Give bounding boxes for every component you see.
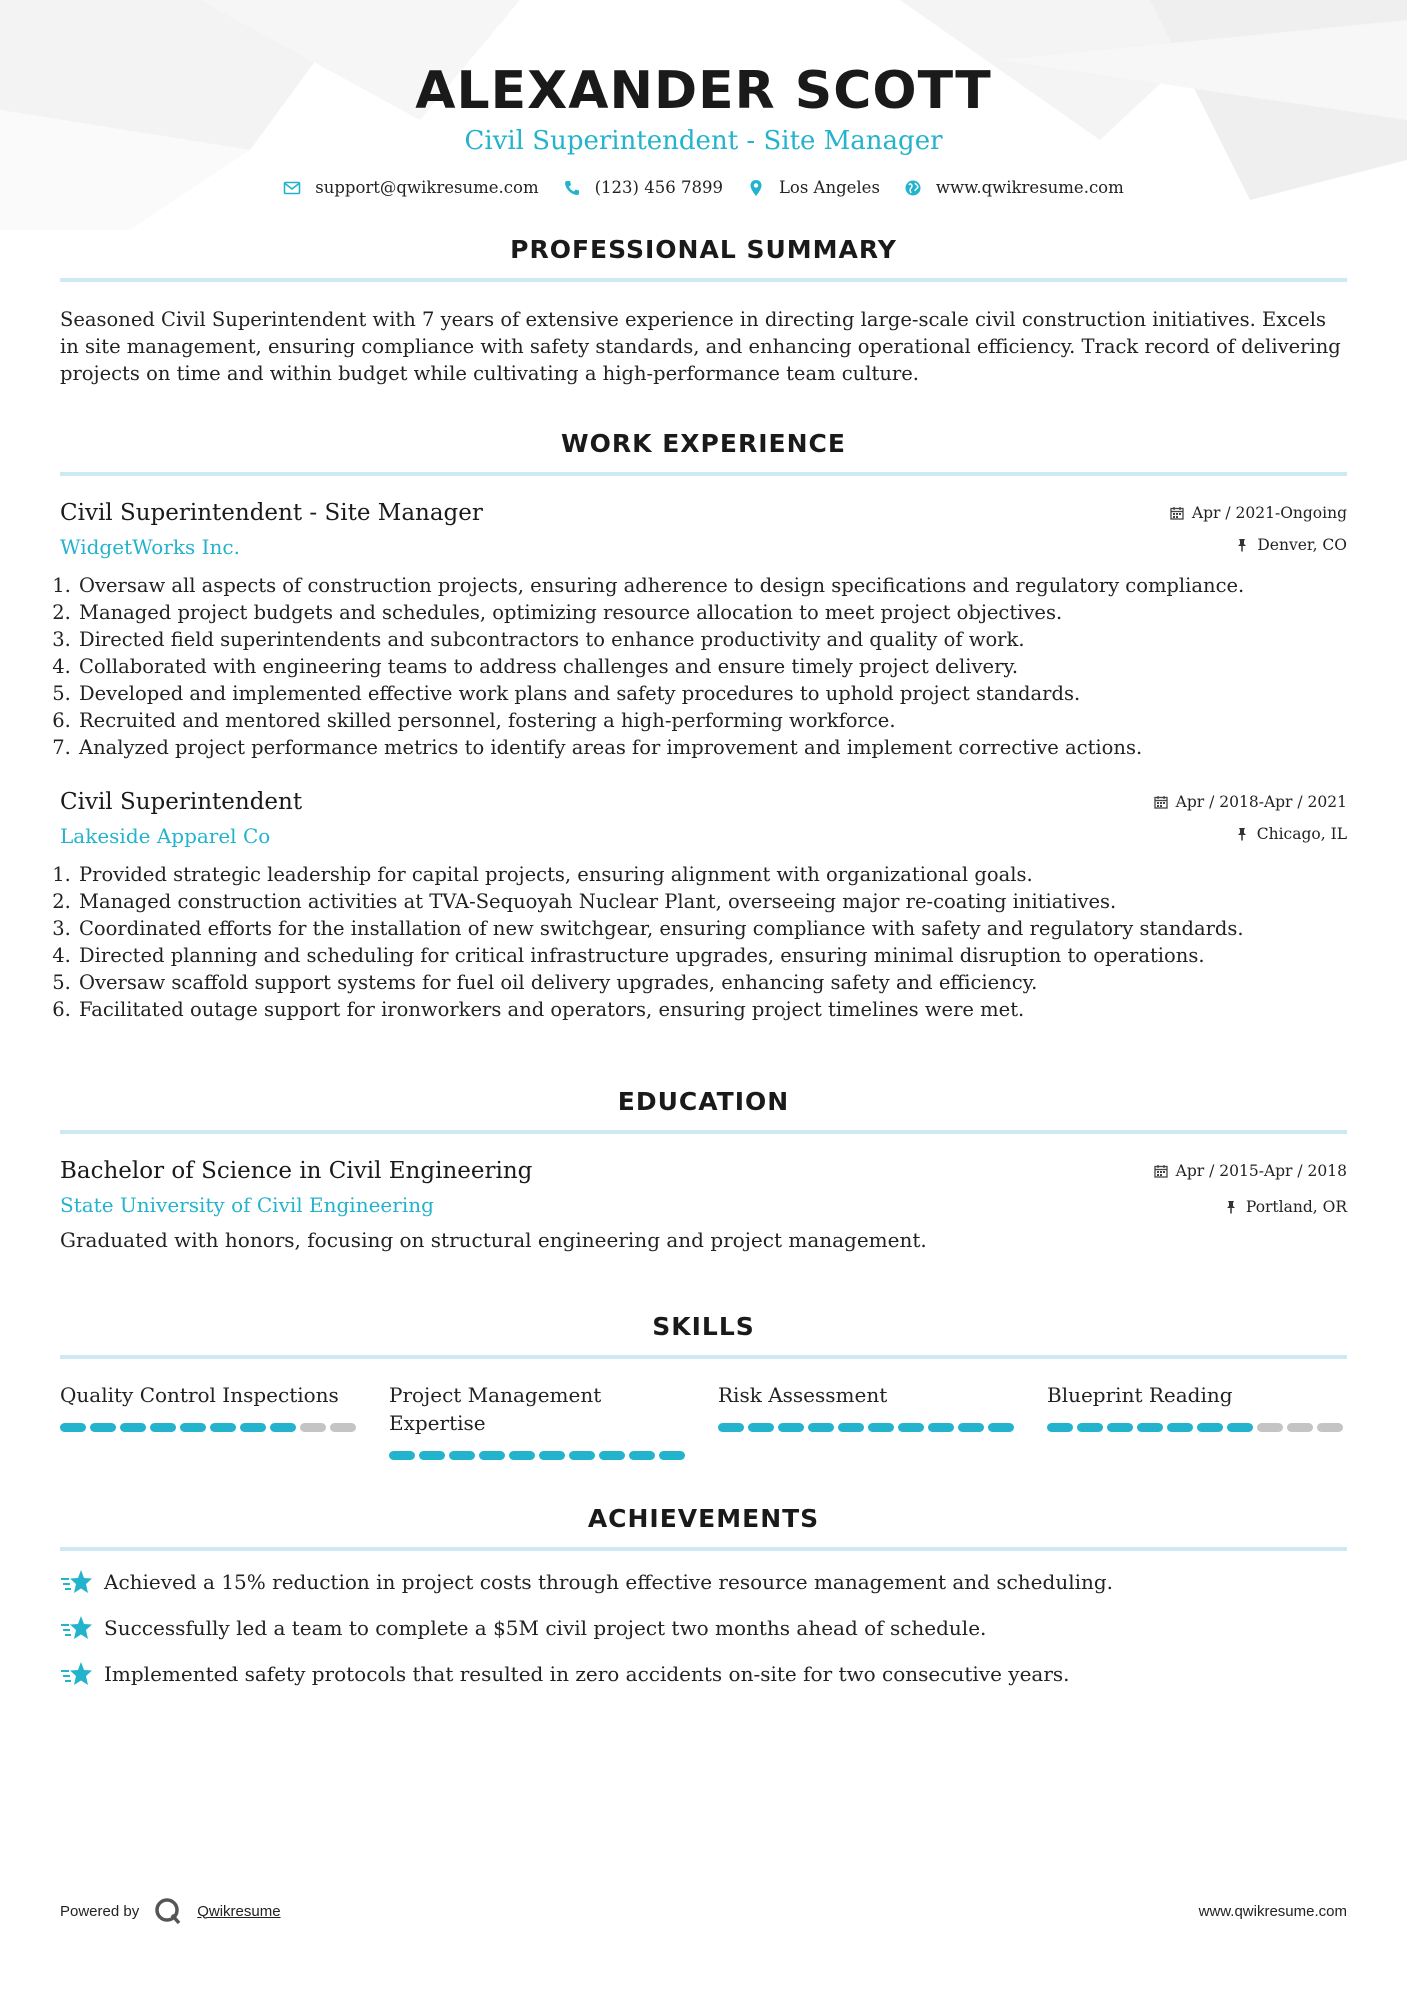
skill-level-segment [1107, 1423, 1133, 1432]
skill-level-segment [1287, 1423, 1313, 1432]
education-dates: Apr / 2015-Apr / 2018 [1175, 1162, 1347, 1180]
phone-text: (123) 456 7899 [594, 178, 723, 197]
job-duties-list [60, 861, 1347, 1023]
list-item: 1. Oversaw all aspects of construction projects, ensuring adherence to design specifications and regulatory compliance. [77, 572, 1347, 599]
website-text: www.qwikresume.com [935, 178, 1124, 197]
location-text: Los Angeles [778, 178, 880, 197]
phone-icon [563, 179, 581, 197]
calendar-icon [1154, 1164, 1168, 1178]
skill-level-segment [898, 1423, 924, 1432]
skill-level-segment [210, 1423, 236, 1432]
resume-header [60, 0, 1347, 197]
skill-level-segment [958, 1423, 984, 1432]
list-item: 5. Developed and implemented effective work plans and safety procedures to uphold project standards. [77, 680, 1347, 707]
skill-level-segment [60, 1423, 86, 1432]
skill-level-segment [1197, 1423, 1223, 1432]
skill-item [60, 1381, 360, 1460]
job-dates: Apr / 2018-Apr / 2021 [1175, 793, 1347, 811]
education-location: Portland, OR [1245, 1198, 1347, 1216]
list-item: 4. Collaborated with engineering teams to address challenges and ensure timely project delivery. [77, 653, 1347, 680]
school-name: State University of Civil Engineering [60, 1193, 434, 1217]
experience-section [60, 429, 1347, 1023]
skill-level-segment [270, 1423, 296, 1432]
skill-level-segment [1137, 1423, 1163, 1432]
map-marker-icon [747, 179, 765, 197]
achievement-text: Achieved a 15% reduction in project costs through effective resource management and scheduling. [104, 1570, 1114, 1594]
skill-level-segment [718, 1423, 744, 1432]
section-title-experience: WORK EXPERIENCE [60, 429, 1347, 476]
skill-name: Blueprint Reading [1047, 1383, 1233, 1407]
email-text: support@qwikresume.com [315, 178, 539, 197]
skill-level-segment [1047, 1423, 1073, 1432]
skill-name: Project Management Expertise [389, 1383, 602, 1435]
contact-location [747, 178, 880, 197]
skill-level-bar [1047, 1423, 1347, 1432]
footer-website[interactable]: www.qwikresume.com [1198, 1902, 1347, 1920]
skill-level-segment [569, 1451, 595, 1460]
qwikresume-logo-icon [153, 1896, 183, 1926]
pin-icon [1224, 1200, 1238, 1214]
section-title-summary: PROFESSIONAL SUMMARY [60, 235, 1347, 282]
skill-level-segment [150, 1423, 176, 1432]
skill-item [718, 1381, 1018, 1460]
skill-level-segment [1167, 1423, 1193, 1432]
skill-level-segment [90, 1423, 116, 1432]
list-item: 7. Analyzed project performance metrics to identify areas for improvement and implement corrective actions. [77, 734, 1347, 761]
skill-name: Quality Control Inspections [60, 1383, 339, 1407]
achievement-item [60, 1659, 1347, 1689]
skill-level-segment [1227, 1423, 1253, 1432]
skill-level-segment [509, 1451, 535, 1460]
job-title: Civil Superintendent [60, 789, 303, 815]
education-entry [60, 1156, 1347, 1254]
envelope-icon [283, 179, 301, 197]
skill-level-segment [120, 1423, 146, 1432]
star-icon [60, 1613, 94, 1643]
section-title-skills: SKILLS [60, 1312, 1347, 1359]
skill-level-segment [988, 1423, 1014, 1432]
contact-email[interactable] [283, 178, 538, 197]
company-name: WidgetWorks Inc. [60, 535, 240, 559]
education-description: Graduated with honors, focusing on structural engineering and project management. [60, 1228, 927, 1252]
contact-website[interactable] [904, 178, 1124, 197]
star-icon [60, 1567, 94, 1597]
skill-level-bar [718, 1423, 1018, 1432]
job-title: Civil Superintendent - Site Manager [60, 500, 483, 526]
list-item: 3. Coordinated efforts for the installation of new switchgear, ensuring compliance with safety and regulatory standards. [77, 915, 1347, 942]
globe-icon [904, 179, 922, 197]
contact-bar [60, 178, 1347, 197]
skill-level-segment [1317, 1423, 1343, 1432]
skill-level-segment [180, 1423, 206, 1432]
star-icon [60, 1659, 94, 1689]
skill-level-segment [539, 1451, 565, 1460]
section-title-education: EDUCATION [60, 1087, 1347, 1134]
achievements-section [60, 1504, 1347, 1689]
skill-level-segment [300, 1423, 326, 1432]
list-item: 4. Directed planning and scheduling for critical infrastructure upgrades, ensuring minimal disruption to operations. [77, 942, 1347, 969]
candidate-title: Civil Superintendent - Site Manager [464, 126, 943, 156]
list-item: 2. Managed construction activities at TVA-Sequoyah Nuclear Plant, overseeing major re-coating initiatives. [77, 888, 1347, 915]
calendar-icon [1170, 506, 1184, 520]
skill-item [389, 1381, 689, 1460]
education-section [60, 1087, 1347, 1254]
skill-level-segment [330, 1423, 356, 1432]
calendar-icon [1154, 795, 1168, 809]
skill-level-segment [659, 1451, 685, 1460]
achievement-item [60, 1613, 1347, 1643]
achievement-text: Successfully led a team to complete a $5M civil project two months ahead of schedule. [104, 1616, 987, 1640]
skills-section [60, 1312, 1347, 1460]
job-dates: Apr / 2021-Ongoing [1191, 504, 1347, 522]
company-name: Lakeside Apparel Co [60, 824, 271, 848]
skills-grid [60, 1381, 1347, 1460]
skill-level-segment [808, 1423, 834, 1432]
achievement-item [60, 1567, 1347, 1597]
list-item: 6. Recruited and mentored skilled personnel, fostering a high-performing workforce. [77, 707, 1347, 734]
skill-level-segment [389, 1451, 415, 1460]
skill-item [1047, 1381, 1347, 1460]
skill-level-bar [60, 1423, 360, 1432]
page-footer [60, 1896, 1347, 1926]
job-duties-list [60, 572, 1347, 761]
skill-level-segment [928, 1423, 954, 1432]
skill-level-segment [1257, 1423, 1283, 1432]
list-item: 6. Facilitated outage support for ironworkers and operators, ensuring project timelines were met. [77, 996, 1347, 1023]
skill-level-segment [240, 1423, 266, 1432]
skill-level-segment [449, 1451, 475, 1460]
skill-level-segment [838, 1423, 864, 1432]
candidate-name: ALEXANDER SCOTT [415, 61, 992, 121]
skill-level-segment [1077, 1423, 1103, 1432]
skill-level-segment [778, 1423, 804, 1432]
skill-level-segment [479, 1451, 505, 1460]
list-item: 5. Oversaw scaffold support systems for fuel oil delivery upgrades, enhancing safety and efficiency. [77, 969, 1347, 996]
skill-level-segment [748, 1423, 774, 1432]
powered-by [60, 1896, 281, 1926]
job-location: Chicago, IL [1256, 825, 1347, 843]
list-item: 1. Provided strategic leadership for capital projects, ensuring alignment with organizational goals. [77, 861, 1347, 888]
powered-by-label: Powered by [60, 1902, 140, 1920]
qwikresume-link[interactable]: Qwikresume [197, 1902, 281, 1920]
job-entry [60, 787, 1347, 1023]
section-title-achievements: ACHIEVEMENTS [60, 1504, 1347, 1551]
skill-level-segment [419, 1451, 445, 1460]
skill-level-segment [629, 1451, 655, 1460]
job-location: Denver, CO [1257, 536, 1347, 554]
list-item: 2. Managed project budgets and schedules, optimizing resource allocation to meet project objectives. [77, 599, 1347, 626]
pin-icon [1235, 538, 1249, 552]
degree-name: Bachelor of Science in Civil Engineering [60, 1158, 533, 1184]
achievement-text: Implemented safety protocols that resulted in zero accidents on-site for two consecutive years. [104, 1662, 1070, 1686]
contact-phone[interactable] [563, 178, 723, 197]
list-item: 3. Directed field superintendents and subcontractors to enhance productivity and quality of work. [77, 626, 1347, 653]
job-entry [60, 498, 1347, 761]
skill-level-segment [599, 1451, 625, 1460]
pin-icon [1235, 827, 1249, 841]
skill-level-segment [868, 1423, 894, 1432]
skill-level-bar [389, 1451, 689, 1460]
summary-text: Seasoned Civil Superintendent with 7 years of extensive experience in directing large-scale civil construction initiatives. Excels in site management, ensuring compliance with safety standards, and enhancing operational efficiency. Track record of delivering projects on time and within budget while cultivating a high-performance team culture. [60, 308, 1341, 385]
skill-name: Risk Assessment [718, 1383, 888, 1407]
summary-section [60, 235, 1347, 387]
